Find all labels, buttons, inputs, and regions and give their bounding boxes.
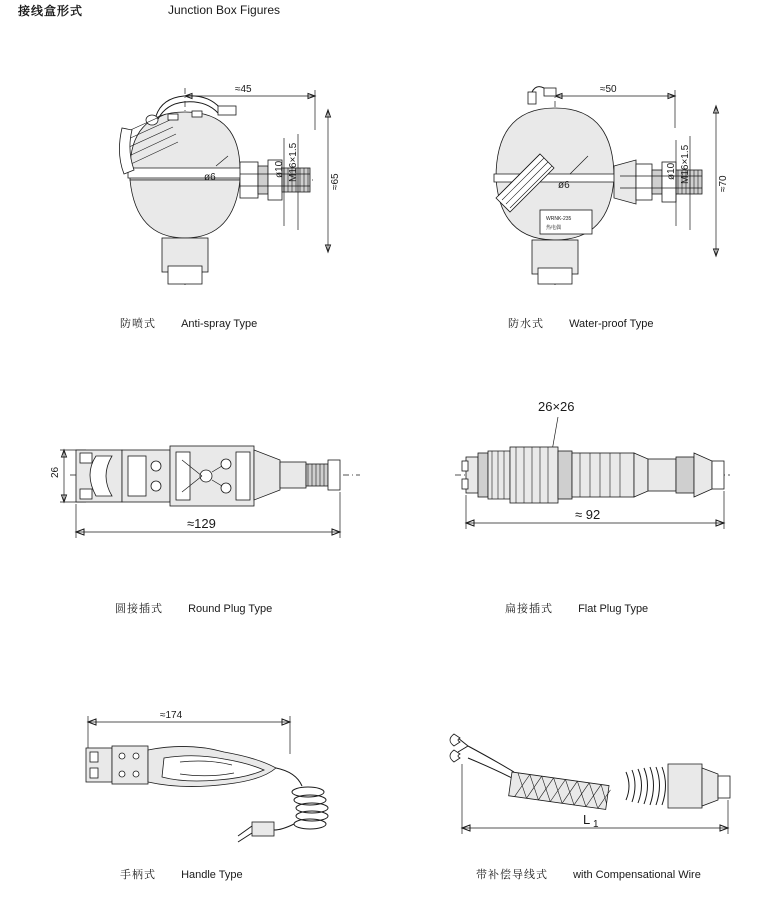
caption-compensational-wire-en: with Compensational Wire	[573, 869, 701, 881]
dim-anti-spray-width: ≈45	[235, 84, 252, 95]
caption-round-plug-en: Round Plug Type	[188, 603, 273, 615]
caption-flat-plug-cn: 扁接插式	[505, 603, 553, 615]
dim-water-proof-thread: M16×1.5	[680, 144, 691, 184]
caption-compensational-wire	[476, 866, 701, 882]
dim-handle-length: ≈174	[160, 710, 183, 721]
dim-flat-plug-length: ≈ 92	[575, 507, 601, 522]
dim-water-proof-bore: ø6	[558, 180, 570, 191]
dim-round-plug-length: ≈129	[187, 516, 216, 531]
water-proof-plate-line2: 热电偶	[546, 225, 562, 231]
caption-handle-cn: 手柄式	[120, 869, 156, 881]
caption-anti-spray	[120, 315, 257, 331]
figure-anti-spray	[100, 70, 360, 300]
caption-flat-plug-en: Flat Plug Type	[578, 603, 649, 615]
dim-flat-plug-section: 26×26	[538, 399, 575, 414]
caption-water-proof-cn: 防水式	[508, 318, 544, 330]
dim-anti-spray-bore: ø6	[204, 172, 216, 183]
dim-compensational-length: L	[583, 812, 591, 827]
dim-anti-spray-thread: M16×1.5	[288, 142, 299, 182]
dim-anti-spray-inner: ø10	[274, 160, 285, 178]
caption-handle	[120, 866, 243, 882]
dim-water-proof-inner: ø10	[666, 162, 677, 180]
figure-water-proof	[470, 70, 740, 300]
caption-round-plug	[115, 600, 272, 616]
figure-flat-plug	[440, 395, 740, 560]
figure-compensational-wire	[440, 720, 740, 850]
dim-round-plug-height: 26	[50, 466, 61, 478]
figure-handle	[60, 700, 360, 845]
dim-anti-spray-height: ≈65	[330, 173, 341, 190]
caption-round-plug-cn: 圆接插式	[115, 603, 163, 615]
water-proof-plate-line1: WRNK-235	[546, 216, 572, 222]
caption-water-proof	[508, 315, 653, 331]
dim-water-proof-height: ≈70	[718, 175, 729, 192]
caption-flat-plug	[505, 600, 648, 616]
figure-round-plug	[50, 420, 380, 560]
caption-anti-spray-en: Anti-spray Type	[181, 318, 258, 330]
page-title-en: Junction Box Figures	[168, 3, 281, 17]
dim-compensational-length-sub: 1	[593, 819, 599, 830]
caption-handle-en: Handle Type	[181, 869, 243, 881]
caption-compensational-wire-cn: 带补偿导线式	[476, 869, 548, 881]
dim-water-proof-width: ≈50	[600, 84, 617, 95]
page-title-cn: 接线盒形式	[18, 4, 84, 18]
caption-anti-spray-cn: 防喷式	[120, 318, 156, 330]
caption-water-proof-en: Water-proof Type	[569, 318, 654, 330]
